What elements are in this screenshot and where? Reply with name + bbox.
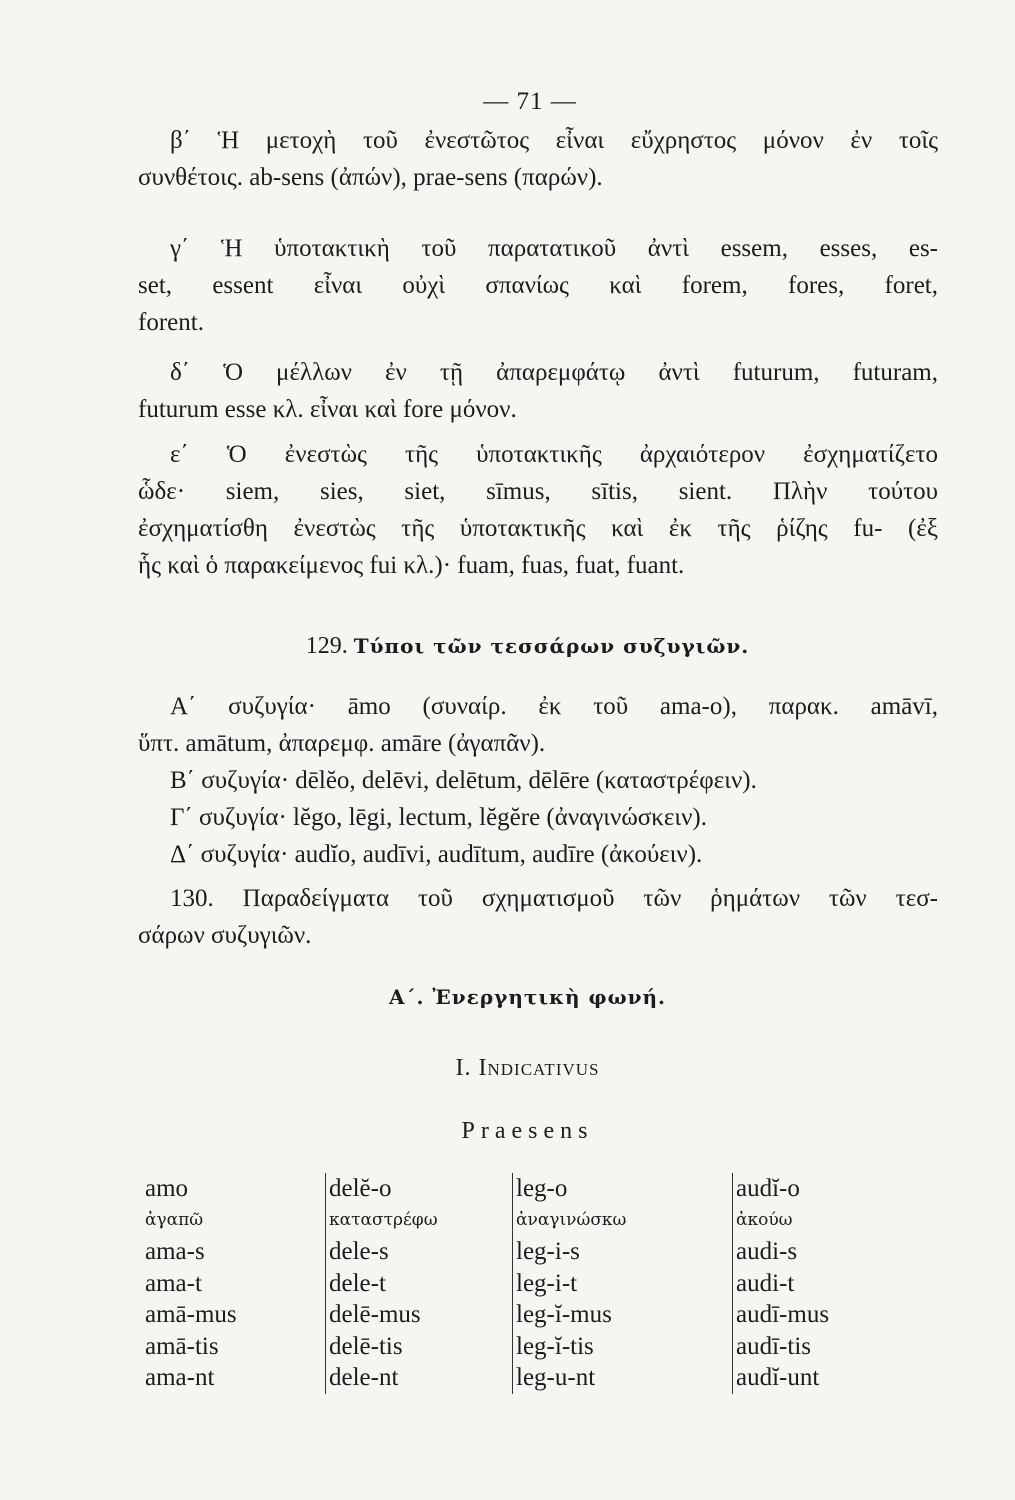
table-cell: amā-mus <box>145 1301 237 1328</box>
text-line: συνθέτοις. ab-sens (ἀπών), prae-sens (παρών). <box>138 164 603 191</box>
table-cell: ἀγαπῶ <box>145 1209 204 1230</box>
text-line: set, essent εἶναι οὐχὶ σπανίως καὶ forem, fores, foret, <box>138 272 938 299</box>
column-amo <box>145 1173 237 1394</box>
text-line: 130. Παραδείγματα τοῦ σχηματισμοῦ τῶν ῥημάτων τῶν τεσ- <box>170 885 938 912</box>
table-cell: ama-nt <box>145 1364 215 1391</box>
table-cell: ama-s <box>145 1238 205 1265</box>
table-cell: leg-ĭ-tis <box>516 1332 594 1360</box>
section-130 <box>138 880 938 954</box>
column-audio <box>732 1173 829 1394</box>
text-line: β΄ Ἡ μετοχὴ τοῦ ἐνεστῶτος εἶναι εὔχρηστος μόνον ἐν τοῖς <box>170 127 938 154</box>
column-deleo <box>325 1173 438 1394</box>
text-line: ε΄ Ὁ ἐνεστὼς τῆς ὑποτακτικῆς ἀρχαιότερον ἐσχηματίζετο <box>170 441 938 468</box>
table-cell: leg-i-s <box>516 1238 580 1265</box>
text-line: ὕπτ. amātum, ἀπαρεμφ. amāre (ἀγαπᾶν). <box>138 730 546 757</box>
paragraph-delta <box>138 354 938 428</box>
table-cell: audĭ-unt <box>736 1364 820 1391</box>
section-number: 129. <box>305 633 348 659</box>
table-cell: amo <box>145 1175 189 1202</box>
text-line: δ΄ Ὁ μέλλων ἐν τῇ ἀπαρεμφάτῳ ἀντὶ futurum, futuram, <box>170 359 938 386</box>
text-line: Β΄ συζυγία· dēlĕo, delēvi, delētum, dēlēre (καταστρέφειν). <box>170 767 757 794</box>
page-number: — 71 — <box>483 88 577 115</box>
table-cell: delē-tis <box>329 1332 403 1360</box>
table-cell: audĭ-o <box>736 1175 800 1202</box>
table-cell: leg-o <box>516 1175 568 1202</box>
table-cell: audi-s <box>736 1238 798 1265</box>
tense-title: Praesens <box>461 1118 594 1144</box>
text-line: ἧς καὶ ὁ παρακείμενος fui κλ.)· fuam, fuas, fuat, fuant. <box>138 552 685 579</box>
text-line: Α΄ συζυγία· āmo (συναίρ. ἐκ τοῦ ama-o), παρακ. amāvī, <box>170 693 938 720</box>
table-cell: audī-tis <box>736 1332 811 1360</box>
text-line: Δ΄ συζυγία· audĭo, audīvi, audītum, audīre (ἀκούειν). <box>170 841 703 868</box>
paragraph-beta <box>138 122 938 196</box>
table-cell: leg-ĭ-mus <box>516 1301 612 1328</box>
table-cell: leg-i-t <box>516 1269 578 1297</box>
section-129-heading <box>0 633 1015 660</box>
text-line: Γ΄ συζυγία· lĕgo, lēgi, lectum, lĕgĕre (ἀναγινώσκειν). <box>170 804 707 831</box>
table-cell: amā-tis <box>145 1332 219 1360</box>
mood-title: I. Indicativus <box>455 1055 600 1081</box>
text-line: σάρων συζυγιῶν. <box>138 922 312 949</box>
table-cell: leg-u-nt <box>516 1364 596 1391</box>
section-title: Τύποι τῶν τεσσάρων συζυγιῶν. <box>353 634 750 658</box>
column-lego <box>512 1173 626 1394</box>
table-cell: ama-t <box>145 1269 202 1297</box>
paragraph-gamma <box>138 230 938 341</box>
conjugations-list <box>138 688 938 873</box>
mood-heading <box>0 1055 1015 1082</box>
text-line: futurum esse κλ. εἶναι καὶ fore μόνον. <box>138 396 517 423</box>
text-line: ὧδε· siem, sies, siet, sīmus, sītis, sient. Πλὴν τούτου <box>138 478 938 505</box>
paragraph-epsilon <box>138 436 938 584</box>
table-cell: delĕ-o <box>329 1175 392 1202</box>
table-cell: dele-s <box>329 1238 389 1265</box>
table-cell: ἀναγινώσκω <box>516 1209 627 1230</box>
table-cell: dele-nt <box>329 1364 399 1391</box>
text-line: γ΄ Ἡ ὑποτακτικὴ τοῦ παρατατικοῦ ἀντὶ essem, esses, es- <box>170 235 938 262</box>
table-cell: ἀκούω <box>736 1209 793 1230</box>
table-cell: dele-t <box>329 1269 386 1297</box>
table-cell: audī-mus <box>736 1301 830 1328</box>
text-line: ἐσχηματίσθη ἐνεστὼς τῆς ὑποτακτικῆς καὶ ἐκ τῆς ῥίζης fu- (ἐξ <box>138 515 938 542</box>
voice-title: Α΄. Ἐνεργητικὴ φωνή. <box>388 985 667 1009</box>
voice-heading <box>0 984 1015 1011</box>
text-line: forent. <box>138 309 204 336</box>
tense-heading <box>0 1118 1015 1145</box>
table-cell: audi-t <box>736 1269 795 1297</box>
table-cell: καταστρέφω <box>329 1209 438 1230</box>
table-cell: delē-mus <box>329 1301 421 1328</box>
